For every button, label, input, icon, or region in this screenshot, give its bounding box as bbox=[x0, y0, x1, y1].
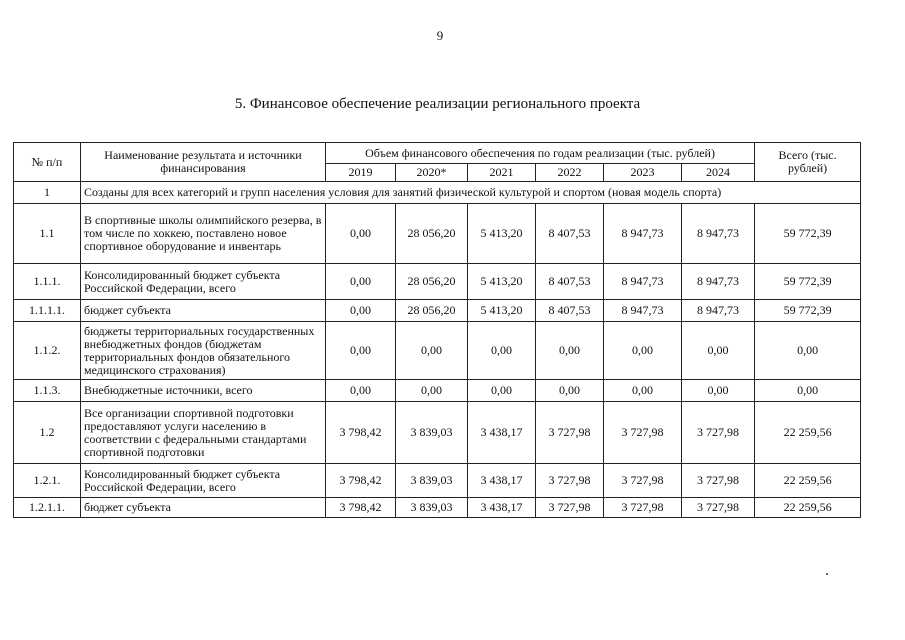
row-num: 1.2 bbox=[14, 402, 81, 464]
section-num: 1 bbox=[14, 182, 81, 204]
table-row bbox=[14, 380, 861, 402]
row-value: 0,00 bbox=[468, 380, 536, 402]
row-name: Консолидированный бюджет субъекта Российской Федерации, всего bbox=[81, 464, 326, 498]
row-value: 8 407,53 bbox=[536, 300, 604, 322]
row-value: 0,00 bbox=[468, 322, 536, 380]
header-year: 2022 bbox=[536, 164, 604, 182]
page-number: 9 bbox=[436, 28, 444, 43]
row-value: 5 413,20 bbox=[468, 300, 536, 322]
document-title: 5. Финансовое обеспечение реализации регионального проекта bbox=[234, 96, 641, 112]
row-total: 22 259,56 bbox=[755, 464, 861, 498]
header-num: № п/п bbox=[14, 143, 81, 182]
row-value: 0,00 bbox=[326, 322, 396, 380]
row-value: 8 947,73 bbox=[682, 204, 755, 264]
header-total: Всего (тыс. рублей) bbox=[755, 143, 861, 182]
row-total: 59 772,39 bbox=[755, 300, 861, 322]
row-value: 8 947,73 bbox=[604, 300, 682, 322]
row-value: 8 407,53 bbox=[536, 204, 604, 264]
row-value: 0,00 bbox=[326, 204, 396, 264]
row-value: 8 947,73 bbox=[604, 204, 682, 264]
header-year: 2020* bbox=[396, 164, 468, 182]
row-total: 22 259,56 bbox=[755, 402, 861, 464]
row-value: 28 056,20 bbox=[396, 300, 468, 322]
row-value: 0,00 bbox=[396, 322, 468, 380]
table-row bbox=[14, 464, 861, 498]
scan-speck bbox=[826, 573, 828, 575]
row-value: 8 947,73 bbox=[682, 264, 755, 300]
header-name: Наименование результата и источники финансирования bbox=[81, 143, 326, 182]
financing-table bbox=[13, 142, 861, 518]
row-value: 28 056,20 bbox=[396, 204, 468, 264]
row-value: 3 727,98 bbox=[604, 498, 682, 518]
row-value: 3 798,42 bbox=[326, 402, 396, 464]
row-name: бюджеты территориальных государственных внебюджетных фондов (бюджетам территориальных фондов обязательного медицинского страхования) bbox=[81, 322, 326, 380]
row-value: 28 056,20 bbox=[396, 264, 468, 300]
row-name: Консолидированный бюджет субъекта Российской Федерации, всего bbox=[81, 264, 326, 300]
row-value: 0,00 bbox=[682, 322, 755, 380]
row-total: 22 259,56 bbox=[755, 498, 861, 518]
row-value: 5 413,20 bbox=[468, 204, 536, 264]
row-value: 0,00 bbox=[326, 380, 396, 402]
section-row bbox=[14, 182, 861, 204]
row-total: 59 772,39 bbox=[755, 264, 861, 300]
row-value: 3 727,98 bbox=[682, 464, 755, 498]
header-volume: Объем финансового обеспечения по годам реализации (тыс. рублей) bbox=[326, 143, 755, 164]
row-value: 3 798,42 bbox=[326, 464, 396, 498]
row-value: 0,00 bbox=[326, 264, 396, 300]
section-title: Созданы для всех категорий и групп населения условия для занятий физической культурой и спортом (новая модель спорта) bbox=[81, 182, 861, 204]
row-value: 0,00 bbox=[396, 380, 468, 402]
table-row bbox=[14, 498, 861, 518]
table-row bbox=[14, 300, 861, 322]
row-value: 3 727,98 bbox=[536, 464, 604, 498]
row-name: Внебюджетные источники, всего bbox=[81, 380, 326, 402]
row-value: 0,00 bbox=[682, 380, 755, 402]
row-value: 3 438,17 bbox=[468, 464, 536, 498]
row-value: 0,00 bbox=[326, 300, 396, 322]
row-value: 0,00 bbox=[536, 380, 604, 402]
row-name: бюджет субъекта bbox=[81, 498, 326, 518]
row-value: 8 407,53 bbox=[536, 264, 604, 300]
header-year: 2021 bbox=[468, 164, 536, 182]
row-value: 3 727,98 bbox=[604, 464, 682, 498]
row-num: 1.1.1.1. bbox=[14, 300, 81, 322]
row-value: 3 798,42 bbox=[326, 498, 396, 518]
row-value: 0,00 bbox=[604, 322, 682, 380]
table-row bbox=[14, 402, 861, 464]
row-num: 1.2.1. bbox=[14, 464, 81, 498]
row-value: 8 947,73 bbox=[682, 300, 755, 322]
table-row bbox=[14, 204, 861, 264]
header-year: 2019 bbox=[326, 164, 396, 182]
row-value: 3 727,98 bbox=[536, 402, 604, 464]
row-name: В спортивные школы олимпийского резерва, в том числе по хоккею, поставлено новое спортивное оборудование и инвентарь bbox=[81, 204, 326, 264]
row-value: 3 839,03 bbox=[396, 402, 468, 464]
row-num: 1.1.1. bbox=[14, 264, 81, 300]
row-num: 1.2.1.1. bbox=[14, 498, 81, 518]
table-row bbox=[14, 264, 861, 300]
row-value: 3 727,98 bbox=[682, 498, 755, 518]
row-total: 0,00 bbox=[755, 322, 861, 380]
row-value: 3 727,98 bbox=[604, 402, 682, 464]
row-num: 1.1 bbox=[14, 204, 81, 264]
row-value: 3 727,98 bbox=[682, 402, 755, 464]
row-value: 3 727,98 bbox=[536, 498, 604, 518]
row-total: 59 772,39 bbox=[755, 204, 861, 264]
row-value: 3 438,17 bbox=[468, 498, 536, 518]
header-year: 2024 bbox=[682, 164, 755, 182]
header-year: 2023 bbox=[604, 164, 682, 182]
row-total: 0,00 bbox=[755, 380, 861, 402]
table-row bbox=[14, 322, 861, 380]
row-num: 1.1.2. bbox=[14, 322, 81, 380]
row-name: бюджет субъекта bbox=[81, 300, 326, 322]
header-row-1 bbox=[14, 143, 861, 164]
row-value: 0,00 bbox=[536, 322, 604, 380]
row-name: Все организации спортивной подготовки предоставляют услуги населению в соответствии с федеральными стандартами спортивной подготовки bbox=[81, 402, 326, 464]
row-value: 0,00 bbox=[604, 380, 682, 402]
row-value: 3 839,03 bbox=[396, 498, 468, 518]
row-value: 8 947,73 bbox=[604, 264, 682, 300]
row-value: 3 839,03 bbox=[396, 464, 468, 498]
row-value: 5 413,20 bbox=[468, 264, 536, 300]
row-value: 3 438,17 bbox=[468, 402, 536, 464]
row-num: 1.1.3. bbox=[14, 380, 81, 402]
